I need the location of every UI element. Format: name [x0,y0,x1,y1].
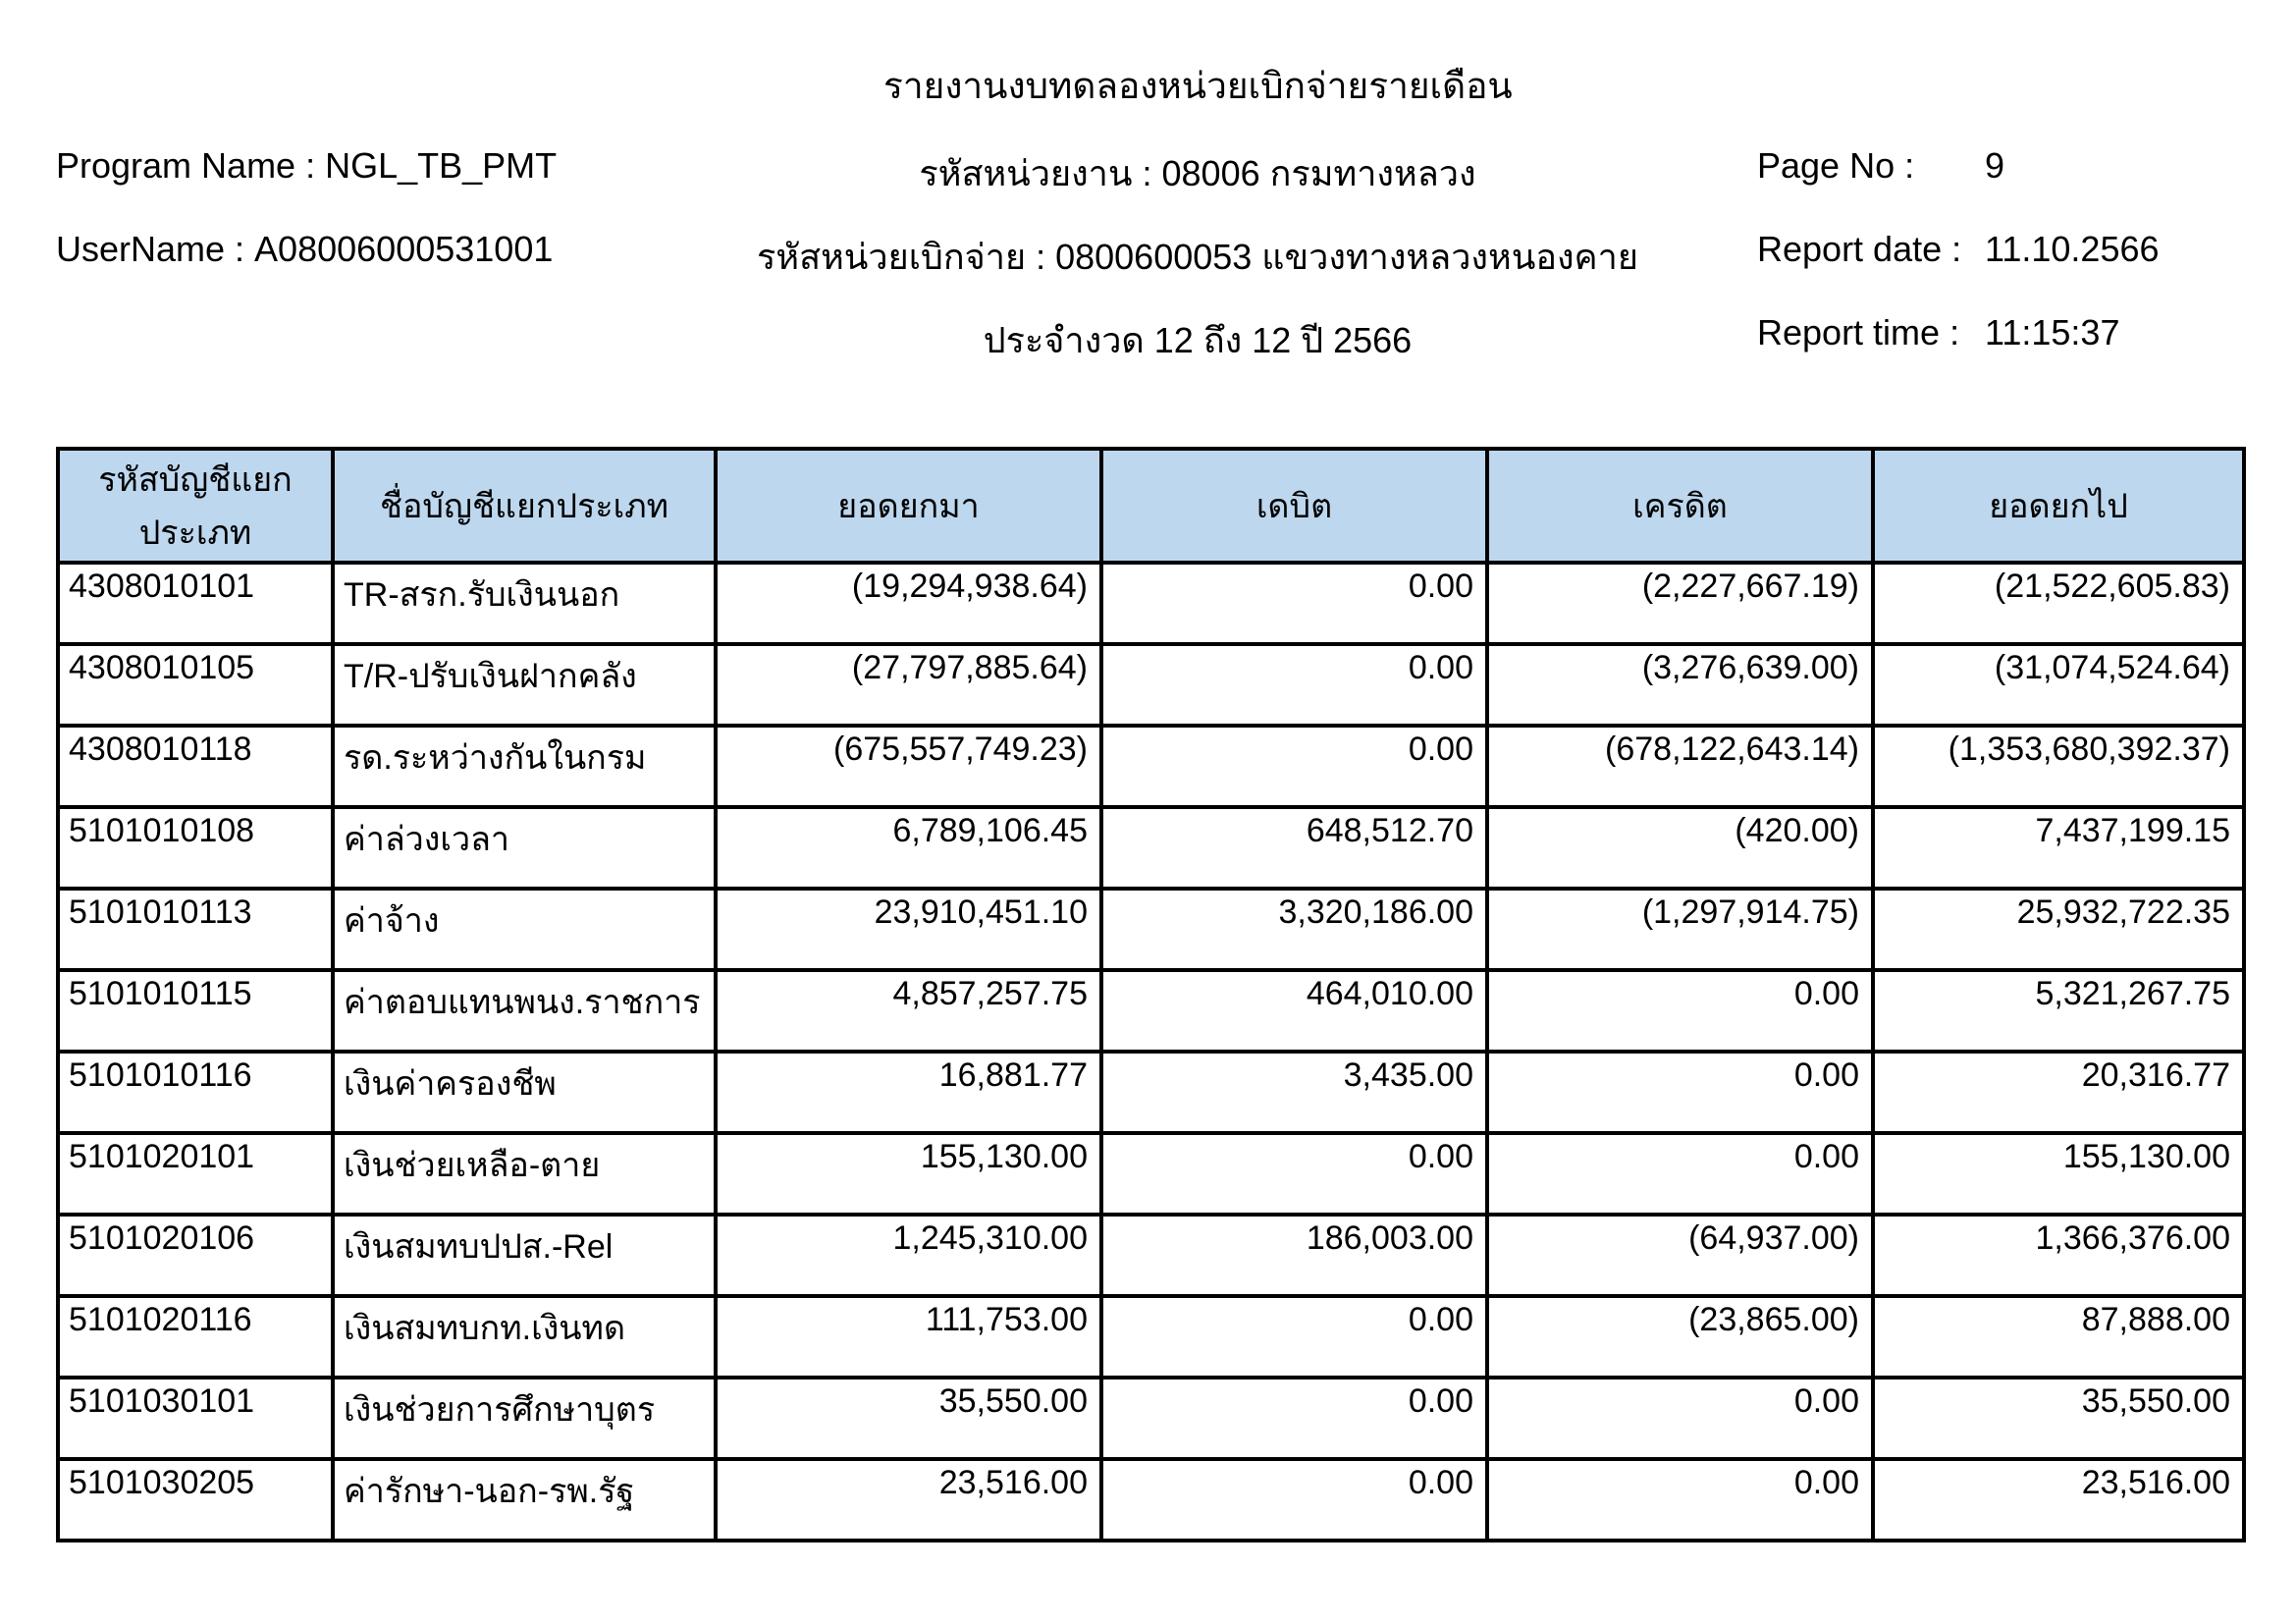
account-code-cell: 4308010118 [58,726,333,807]
debit-cell: 0.00 [1101,1296,1487,1378]
brought-forward-cell: (675,557,749.23) [716,726,1101,807]
debit-cell: 3,320,186.00 [1101,889,1487,970]
brought-forward-cell: (27,797,885.64) [716,644,1101,726]
table-row [58,1296,2244,1378]
table-row [58,644,2244,726]
table-row [58,807,2244,889]
carried-forward-cell: 155,130.00 [1873,1133,2244,1215]
account-name-cell: เงินสมทบกท.เงินทด [333,1296,716,1378]
col-header-credit: เครดิต [1487,449,1873,563]
account-code-cell: 5101030101 [58,1378,333,1459]
page-no-label: Page No : [1757,145,1915,186]
carried-forward-cell: (21,522,605.83) [1873,563,2244,644]
account-name-cell: ค่ารักษา-นอก-รพ.รัฐ [333,1459,716,1541]
col-header-debit: เดบิต [1101,449,1487,563]
carried-forward-cell: (31,074,524.64) [1873,644,2244,726]
account-name-cell: รด.ระหว่างกันในกรม [333,726,716,807]
account-code-cell: 5101010113 [58,889,333,970]
table-row [58,563,2244,644]
account-code-cell: 5101010116 [58,1052,333,1133]
carried-forward-cell: 1,366,376.00 [1873,1215,2244,1296]
debit-cell: 0.00 [1101,1378,1487,1459]
credit-cell: (678,122,643.14) [1487,726,1873,807]
credit-cell: 0.00 [1487,1133,1873,1215]
program-name-value: NGL_TB_PMT [325,145,558,186]
debit-cell: 0.00 [1101,644,1487,726]
table-row [58,889,2244,970]
carried-forward-cell: 20,316.77 [1873,1052,2244,1133]
credit-cell: 0.00 [1487,1378,1873,1459]
table-row [58,1215,2244,1296]
table-row [58,1459,2244,1541]
brought-forward-cell: (19,294,938.64) [716,563,1101,644]
brought-forward-cell: 111,753.00 [716,1296,1101,1378]
debit-cell: 0.00 [1101,1133,1487,1215]
table-row [58,1133,2244,1215]
debit-cell: 0.00 [1101,1459,1487,1541]
brought-forward-cell: 6,789,106.45 [716,807,1101,889]
credit-cell: (23,865.00) [1487,1296,1873,1378]
account-code-cell: 5101010115 [58,970,333,1052]
account-code-cell: 4308010105 [58,644,333,726]
table-row [58,970,2244,1052]
account-name-cell: เงินช่วยการศึกษาบุตร [333,1378,716,1459]
credit-cell: (64,937.00) [1487,1215,1873,1296]
brought-forward-cell: 16,881.77 [716,1052,1101,1133]
brought-forward-cell: 35,550.00 [716,1378,1101,1459]
account-name-cell: TR-สรก.รับเงินนอก [333,563,716,644]
agency-line: รหัสหน่วยงาน : 08006 กรมทางหลวง [919,153,1476,193]
period-line: ประจำงวด 12 ถึง 12 ปี 2566 [983,320,1413,360]
credit-cell: 0.00 [1487,970,1873,1052]
user-name-line [56,229,553,270]
debit-cell: 186,003.00 [1101,1215,1487,1296]
debit-cell: 0.00 [1101,726,1487,807]
debit-cell: 464,010.00 [1101,970,1487,1052]
page-no-value: 9 [1985,145,2005,186]
col-header-account-code: รหัสบัญชีแยกประเภท [58,449,333,563]
user-name-value: A08006000531001 [254,229,554,269]
col-header-brought-forward: ยอดยกมา [716,449,1101,563]
col-header-account-name: ชื่อบัญชีแยกประเภท [333,449,716,563]
table-row [58,1378,2244,1459]
debit-cell: 648,512.70 [1101,807,1487,889]
trial-balance-table [56,447,2246,1542]
account-name-cell: T/R-ปรับเงินฝากคลัง [333,644,716,726]
table-row [58,726,2244,807]
account-code-cell: 5101020106 [58,1215,333,1296]
debit-cell: 3,435.00 [1101,1052,1487,1133]
account-code-cell: 5101010108 [58,807,333,889]
brought-forward-cell: 23,910,451.10 [716,889,1101,970]
table-header-row [58,449,2244,563]
disbursement-unit-line: รหัสหน่วยเบิกจ่าย : 0800600053 แขวงทางหลวงหนองคาย [757,237,1638,277]
report-date-label: Report date : [1757,229,1962,269]
user-name-label: UserName : [56,229,245,269]
account-name-cell: ค่าล่วงเวลา [333,807,716,889]
carried-forward-cell: 7,437,199.15 [1873,807,2244,889]
account-code-cell: 4308010101 [58,563,333,644]
carried-forward-cell: (1,353,680,392.37) [1873,726,2244,807]
credit-cell: (420.00) [1487,807,1873,889]
debit-cell: 0.00 [1101,563,1487,644]
credit-cell: (3,276,639.00) [1487,644,1873,726]
report-date-value: 11.10.2566 [1985,229,2160,269]
carried-forward-cell: 23,516.00 [1873,1459,2244,1541]
col-header-carried-forward: ยอดยกไป [1873,449,2244,563]
report-time-label: Report time : [1757,312,1960,352]
report-title: รายงานงบทดลองหน่วยเบิกจ่ายรายเดือน [883,66,1513,106]
table-header [58,449,2244,563]
program-name-line [56,145,557,187]
carried-forward-cell: 5,321,267.75 [1873,970,2244,1052]
table-body [58,563,2244,1541]
credit-cell: 0.00 [1487,1052,1873,1133]
account-name-cell: ค่าจ้าง [333,889,716,970]
brought-forward-cell: 4,857,257.75 [716,970,1101,1052]
account-code-cell: 5101030205 [58,1459,333,1541]
carried-forward-cell: 87,888.00 [1873,1296,2244,1378]
brought-forward-cell: 155,130.00 [716,1133,1101,1215]
credit-cell: 0.00 [1487,1459,1873,1541]
brought-forward-cell: 1,245,310.00 [716,1215,1101,1296]
credit-cell: (1,297,914.75) [1487,889,1873,970]
report-time-value: 11:15:37 [1985,312,2120,352]
table-row [58,1052,2244,1133]
carried-forward-cell: 25,932,722.35 [1873,889,2244,970]
account-name-cell: เงินสมทบปปส.-Rel [333,1215,716,1296]
carried-forward-cell: 35,550.00 [1873,1378,2244,1459]
account-code-cell: 5101020116 [58,1296,333,1378]
brought-forward-cell: 23,516.00 [716,1459,1101,1541]
credit-cell: (2,227,667.19) [1487,563,1873,644]
account-name-cell: เงินช่วยเหลือ-ตาย [333,1133,716,1215]
account-name-cell: ค่าตอบแทนพนง.ราชการ [333,970,716,1052]
program-name-label: Program Name : [56,145,316,186]
account-name-cell: เงินค่าครองชีพ [333,1052,716,1133]
account-code-cell: 5101020101 [58,1133,333,1215]
